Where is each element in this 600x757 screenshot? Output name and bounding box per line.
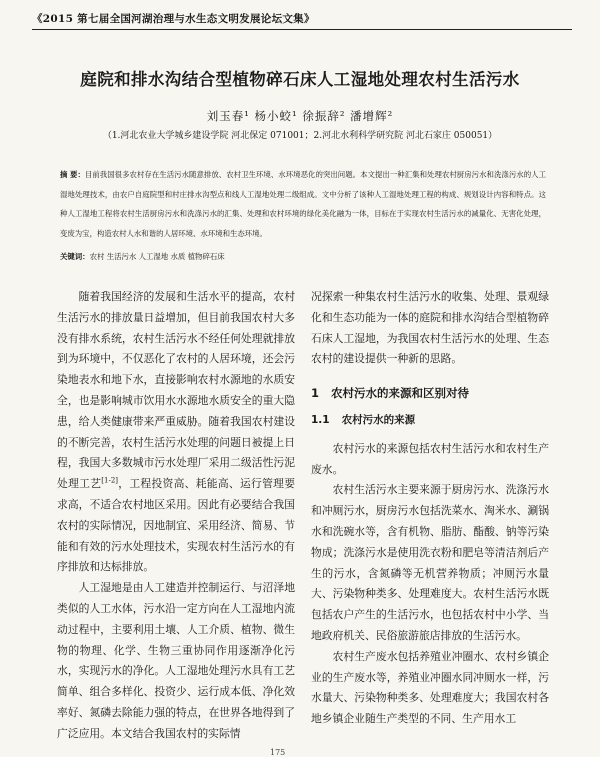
keywords-label: 关键词：: [60, 252, 90, 261]
left-column: [57, 287, 295, 745]
keywords-text: 农村 生活污水 人工湿地 水质 植物碎石床: [89, 252, 225, 261]
intro-paragraph-2: 人工湿地是由人工建造并控制运行、与沼泽地类似的人工水体，污水沿一定方向在人工湿地内流动过程中，主要利用土壤、人工介质、植物、微生物的物理、化学、生物三重协同作用逐渐净化污水，实现污水的净化。人工湿地处理污水具有工艺简单、组合多样化、投资少、运行成本低、净化效率好、氮磷去除能力强的特点，在世界各地得到了广泛应用。本文结合我国农村的实际情: [57, 581, 295, 740]
sources-paragraph: 农村污水的来源包括农村生活污水和农村生产废水。: [311, 441, 549, 476]
affiliation: （1.河北农业大学城乡建设学院 河北保定 071001；2.河北水利科学研究院 河北石家庄 050051）: [102, 131, 498, 141]
section-1-title: 农村污水的来源和区别对待: [331, 386, 470, 401]
right-column: [311, 287, 549, 730]
abstract-text: 目前我国很多农村存在生活污水随意排放、农村卫生环境、水环境恶化的突出问题。本文提出一种汇集和处理农村厨房污水和洗涤污水的人工湿地处理技术，由农户自庭院型和村庄排水沟型点和线人工湿地处理二级组成。文中分析了该种人工湿地处理工程的构成、规划设计内容和特点。这种人工湿地工程将农村生活厨房污水和洗涤污水的汇集、处理和农村环境的绿化美化融为一体，目标在于实现农村生活污水的减量化、无害化处理，变废为宝，构造农村人水和谐的人居环境、水环境和生态环境。: [60, 170, 546, 238]
intro-p1-text: 随着我国经济的发展和生活水平的提高，农村生活污水的排放量日益增加，但目前我国农村大多没有排水系统，农村生活污水不经任何处理就排放到为环境中，不仅恶化了农村的人居环境，还会污染地表水和地下水，直接影响农村水源地的水质安全，也是影响城市饮用水水源地水质安全的重大隐患，给人类健康带来严重威胁。随着我国农村建设的不断完善，农村生活污水处理的问题日被提上日程，我国大多数城市污水处理厂采用二级活性污泥处理工艺: [57, 290, 295, 491]
abstract: [60, 165, 546, 243]
abstract-label: 摘 要：: [60, 170, 85, 179]
production-wastewater-paragraph: 农村生产废水包括养殖业冲圈水、农村乡镇企业的生产废水等，养殖业冲圈水同冲厕水一样，污水量大、污染物种类多、处理难度大；我国农村各地乡镇企业随生产类型的不同、生产用水工: [311, 649, 549, 726]
author-list: 刘玉春¹ 杨小蛟¹ 徐振辞² 潘增辉²: [206, 109, 394, 123]
domestic-sewage-paragraph: 农村生活污水主要来源于厨房污水、洗涤污水和冲厕污水，厨房污水包括洗菜水、淘米水、涮锅水和洗碗水等，含有机物、脂肪、酯酸、钠等污染物成；洗涤污水是使用洗衣粉和肥皂等清洁剂后产生的污水，含氮磷等无机营养物质；冲厕污水量大、污染物种类多、处理难度大。农村生活污水既包括农户产生的生活污水，也包括农村中小学、当地政府机关、民俗旅游旅店排放的生活污水。: [311, 483, 549, 642]
section-1-number: 1: [311, 386, 320, 401]
citation-1-2: [1-2]: [101, 476, 118, 485]
intro-paragraph-1: [57, 287, 295, 578]
intro-paragraph-continued: 况探索一种集农村生活污水的收集、处理、景观绿化和生态功能为一体的庭院和排水沟结合型植物碎石床人工湿地，为我国农村生活污水的处理、生态农村的建设提供一种新的思路。: [311, 290, 549, 366]
intro-p1-end: ，工程投资高、耗能高、运行管理要求高，不适合农村地区采用。因此有必要结合我国农村的实际情况，因地制宜、采用经济、简易、节能和有效的污水处理技术，实现农村生活污水的有序排放和达标排放。: [57, 477, 296, 574]
section-1-1-number: 1.1: [311, 413, 330, 426]
keywords: [60, 251, 546, 262]
section-1-heading: [311, 383, 549, 404]
section-1-1-heading: [311, 410, 549, 431]
paper-title: 庭院和排水沟结合型植物碎石床人工湿地处理农村生活污水: [80, 70, 520, 89]
running-header: 《2015 第七届全国河湖治理与水生态文明发展论坛文集》: [32, 11, 572, 30]
page-number: 175: [270, 748, 286, 757]
section-1-1-title: 农村污水的来源: [341, 413, 416, 426]
